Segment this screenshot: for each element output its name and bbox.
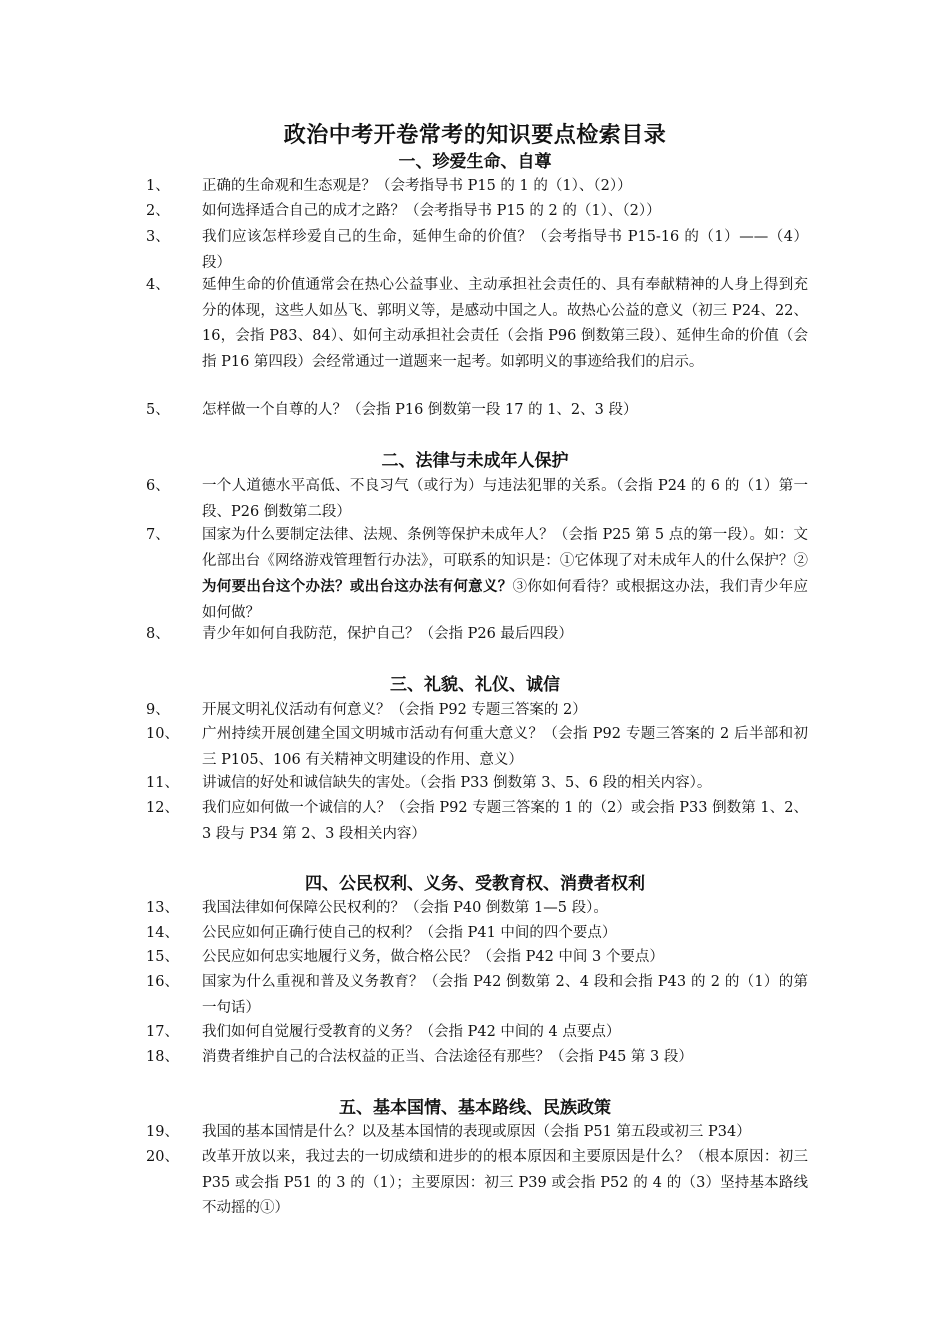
item-number: 19、: [146, 1124, 179, 1140]
item-number: 14、: [146, 925, 179, 941]
item-text-part: ③你如何看待？或根据这办法，我们青少年应如何做？: [202, 579, 809, 621]
item-text: 消费者维护自己的合法权益的正当、合法途径有那些？（会指 P45 第 3 段）: [202, 1049, 693, 1065]
item-text: 怎样做一个自尊的人？（会指 P16 倒数第一段 17 的 1、2、3 段）: [202, 402, 638, 418]
item-number: 10、: [146, 726, 179, 742]
item-text: 我们如何自觉履行受教育的义务？（会指 P42 中间的 4 点要点）: [202, 1024, 621, 1040]
item-number: 4、: [146, 277, 170, 293]
item-text: 正确的生命观和生态观是？（会考指导书 P15 的 1 的（1）、（2））: [202, 178, 632, 194]
item-text: 如何选择适合自己的成才之路？（会考指导书 P15 的 2 的（1）、（2））: [202, 203, 661, 219]
item-number: 8、: [146, 626, 170, 642]
item-text: 我国法律如何保障公民权利的？（会指 P40 倒数第 1—5 段）。: [202, 900, 608, 916]
section-heading-3: 三、礼貌、礼仪、诚信: [390, 675, 560, 695]
item-text: 延伸生命的价值通常会在热心公益事业、主动承担社会责任的、具有奉献精神的人身上得到充分的体现，这些人如丛飞、郭明义等，是感动中国之人。故热心公益的意义（初三 P24、22、16，会指 P83、84）、如何主动承担社会责任（会指 P96 倒数第三段）、延伸生命的价值（会指 P16 第四段）会经常通过一道题来一起考。如郭明义的事迹给我们的启示。: [202, 277, 808, 370]
item-text-part: 国家为什么要制定法律、法规、条例等保护未成年人？（会指 P25 第 5 点的第一段）。如：文化部出台《网络游戏管理暂行办法》，可联系的知识是：①它体现了对未成年人的什么保护？②: [202, 527, 808, 569]
item-text: 改革开放以来，我过去的一切成绩和进步的的根本原因和主要原因是什么？（根本原因：初三 P35 或会指 P51 的 3 的（1）；主要原因：初三 P39 或会指 P52 的 4 的（3）坚持基本路线不动摇的①）: [202, 1149, 808, 1216]
item-text: 一个人道德水平高低、不良习气（或行为）与违法犯罪的关系。（会指 P24 的 6 的（1）第一段、P26 倒数第二段）: [202, 478, 808, 520]
section-heading-2: 二、法律与未成年人保护: [381, 451, 569, 471]
item-number: 2、: [146, 203, 170, 219]
item-text: [202, 523, 808, 626]
item-text: 我国的基本国情是什么？以及基本国情的表现或原因（会指 P51 第五段或初三 P34）: [202, 1124, 751, 1140]
item-text: 青少年如何自我防范，保护自己？（会指 P26 最后四段）: [202, 626, 573, 642]
item-text: 公民应如何忠实地履行义务，做合格公民？（会指 P42 中间 3 个要点）: [202, 949, 664, 965]
item-number: 5、: [146, 402, 170, 418]
section-heading-4: 四、公民权利、义务、受教育权、消费者权利: [305, 874, 645, 894]
section-heading-5: 五、基本国情、基本路线、民族政策: [339, 1098, 611, 1118]
item-text: 开展文明礼仪活动有何意义？（会指 P92 专题三答案的 2）: [202, 702, 587, 718]
item-text: 我们应如何做一个诚信的人？（会指 P92 专题三答案的 1 的（2）或会指 P33 倒数第 1、2、3 段与 P34 第 2、3 段相关内容）: [202, 800, 808, 842]
item-number: 9、: [146, 702, 170, 718]
item-number: 1、: [146, 178, 170, 194]
document-title: 政治中考开卷常考的知识要点检索目录: [283, 122, 667, 148]
item-number: 3、: [146, 229, 170, 245]
item-text: 广州持续开展创建全国文明城市活动有何重大意义？（会指 P92 专题三答案的 2 后半部和初三 P105、106 有关精神文明建设的作用、意义）: [202, 726, 808, 768]
item-number: 17、: [146, 1024, 179, 1040]
item-text: 我们应该怎样珍爱自己的生命，延伸生命的价值？（会考指导书 P15-16 的（1）——（4）段）: [202, 229, 808, 271]
item-text: 国家为什么重视和普及义务教育？（会指 P42 倒数第 2、4 段和会指 P43 的 2 的（1）的第一句话）: [202, 974, 808, 1016]
item-number: 20、: [146, 1149, 179, 1165]
section-heading-1: 一、珍爱生命、自尊: [398, 152, 552, 172]
item-number: 18、: [146, 1049, 179, 1065]
item-number: 6、: [146, 478, 170, 494]
item-number: 15、: [146, 949, 179, 965]
item-text: 讲诚信的好处和诚信缺失的害处。（会指 P33 倒数第 3、5、6 段的相关内容）。: [202, 775, 712, 791]
item-number: 11、: [146, 775, 179, 791]
item-number: 16、: [146, 974, 179, 990]
item-text-emphasis: 为何要出台这个办法？或出台这办法有何意义？: [202, 578, 513, 595]
item-text: 公民应如何正确行使自己的权利？（会指 P41 中间的四个要点）: [202, 925, 617, 941]
item-number: 7、: [146, 527, 170, 543]
item-number: 12、: [146, 800, 179, 816]
item-number: 13、: [146, 900, 179, 916]
